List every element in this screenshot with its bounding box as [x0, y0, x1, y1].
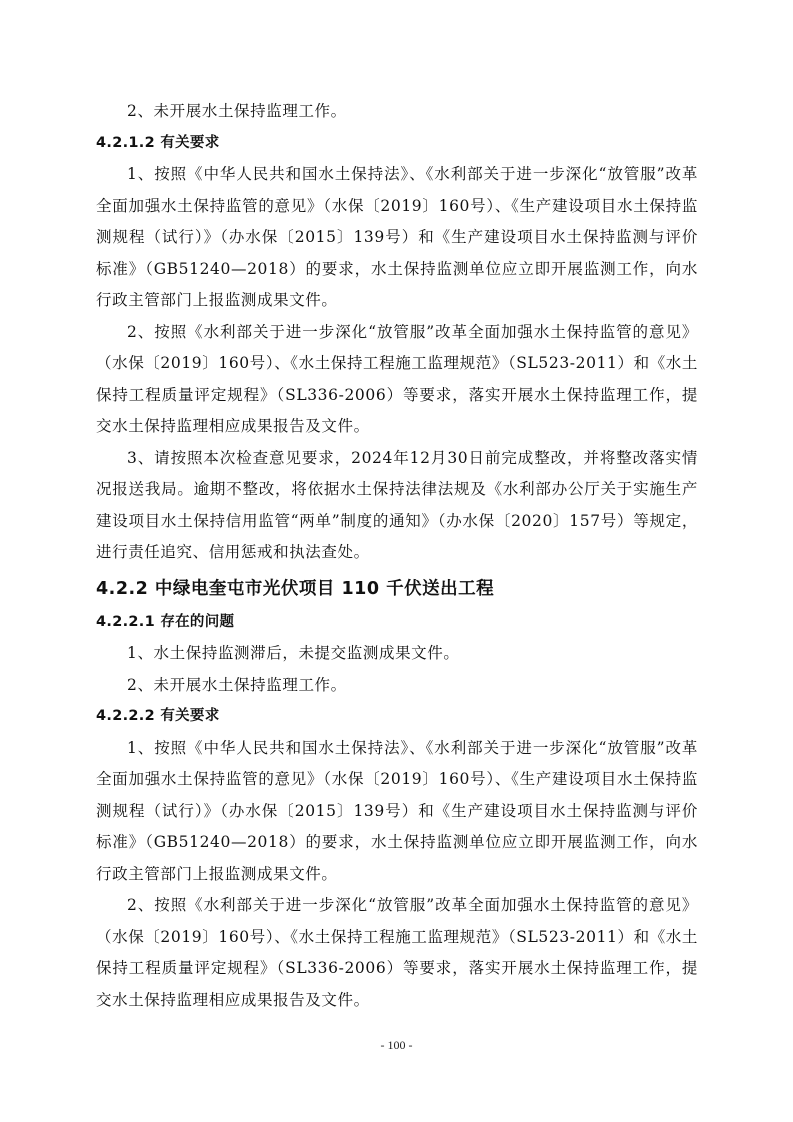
issue-item-1: 1、水土保持监测滞后，未提交监测成果文件。 [127, 644, 460, 662]
issues-heading-4-2-2-1: 4.2.2.1 存在的问题 [96, 613, 235, 630]
document-page [96, 96, 698, 1016]
section-title-4-2-2: 4.2.2 中绿电奎屯市光伏项目 110 千伏送出工程 [96, 578, 495, 599]
requirement-paragraph-1: 1、按照《中华人民共和国水土保持法》、《水利部关于进一步深化“放管服”改革全面加强水土保持监管的意见》（水保〔2019〕160号）、《生产建设项目水土保持监测规程（试行）》（办水保〔2015〕139号）和《生产建设项目水土保持监测与评价标准》（GB51240—2018）的要求，水土保持监测单位应立即开展监测工作，向水行政主管部门上报监测成果文件。 [96, 165, 698, 309]
requirement-paragraph-2: 2、按照《水利部关于进一步深化“放管服”改革全面加强水土保持监管的意见》（水保〔2019〕160号）、《水土保持工程施工监理规范》（SL523-2011）和《水土保持工程质量评定规程》（SL336-2006）等要求，落实开展水土保持监理工作，提交水土保持监理相应成果报告及文件。 [96, 896, 698, 1009]
requirement-paragraph-3: 3、请按照本次检查意见要求，2024年12月30日前完成整改，并将整改落实情况报送我局。逾期不整改，将依据水土保持法律法规及《水利部办公厅关于实施生产建设项目水土保持信用监管“两单”制度的通知》（办水保〔2020〕157号）等规定，进行责任追究、信用惩戒和执法查处。 [96, 448, 698, 561]
page-number: - 100 - [380, 1038, 413, 1052]
requirements-heading-4-2-1-2: 4.2.1.2 有关要求 [96, 134, 220, 151]
requirement-paragraph-1: 1、按照《中华人民共和国水土保持法》、《水利部关于进一步深化“放管服”改革全面加强水土保持监管的意见》（水保〔2019〕160号）、《生产建设项目水土保持监测规程（试行）》（办水保〔2015〕139号）和《生产建设项目水土保持监测与评价标准》（GB51240—2018）的要求，水土保持监测单位应立即开展监测工作，向水行政主管部门上报监测成果文件。 [96, 738, 698, 883]
requirement-paragraph-2: 2、按照《水利部关于进一步深化“放管服”改革全面加强水土保持监管的意见》（水保〔2019〕160号）、《水土保持工程施工监理规范》（SL523-2011）和《水土保持工程质量评定规程》（SL336-2006）等要求，落实开展水土保持监理工作，提交水土保持监理相应成果报告及文件。 [96, 322, 698, 435]
issue-item-2: 2、未开展水土保持监理工作。 [127, 675, 347, 694]
requirements-heading-4-2-2-2: 4.2.2.2 有关要求 [96, 708, 220, 724]
issue-item-2: 2、未开展水土保持监理工作。 [127, 102, 347, 120]
